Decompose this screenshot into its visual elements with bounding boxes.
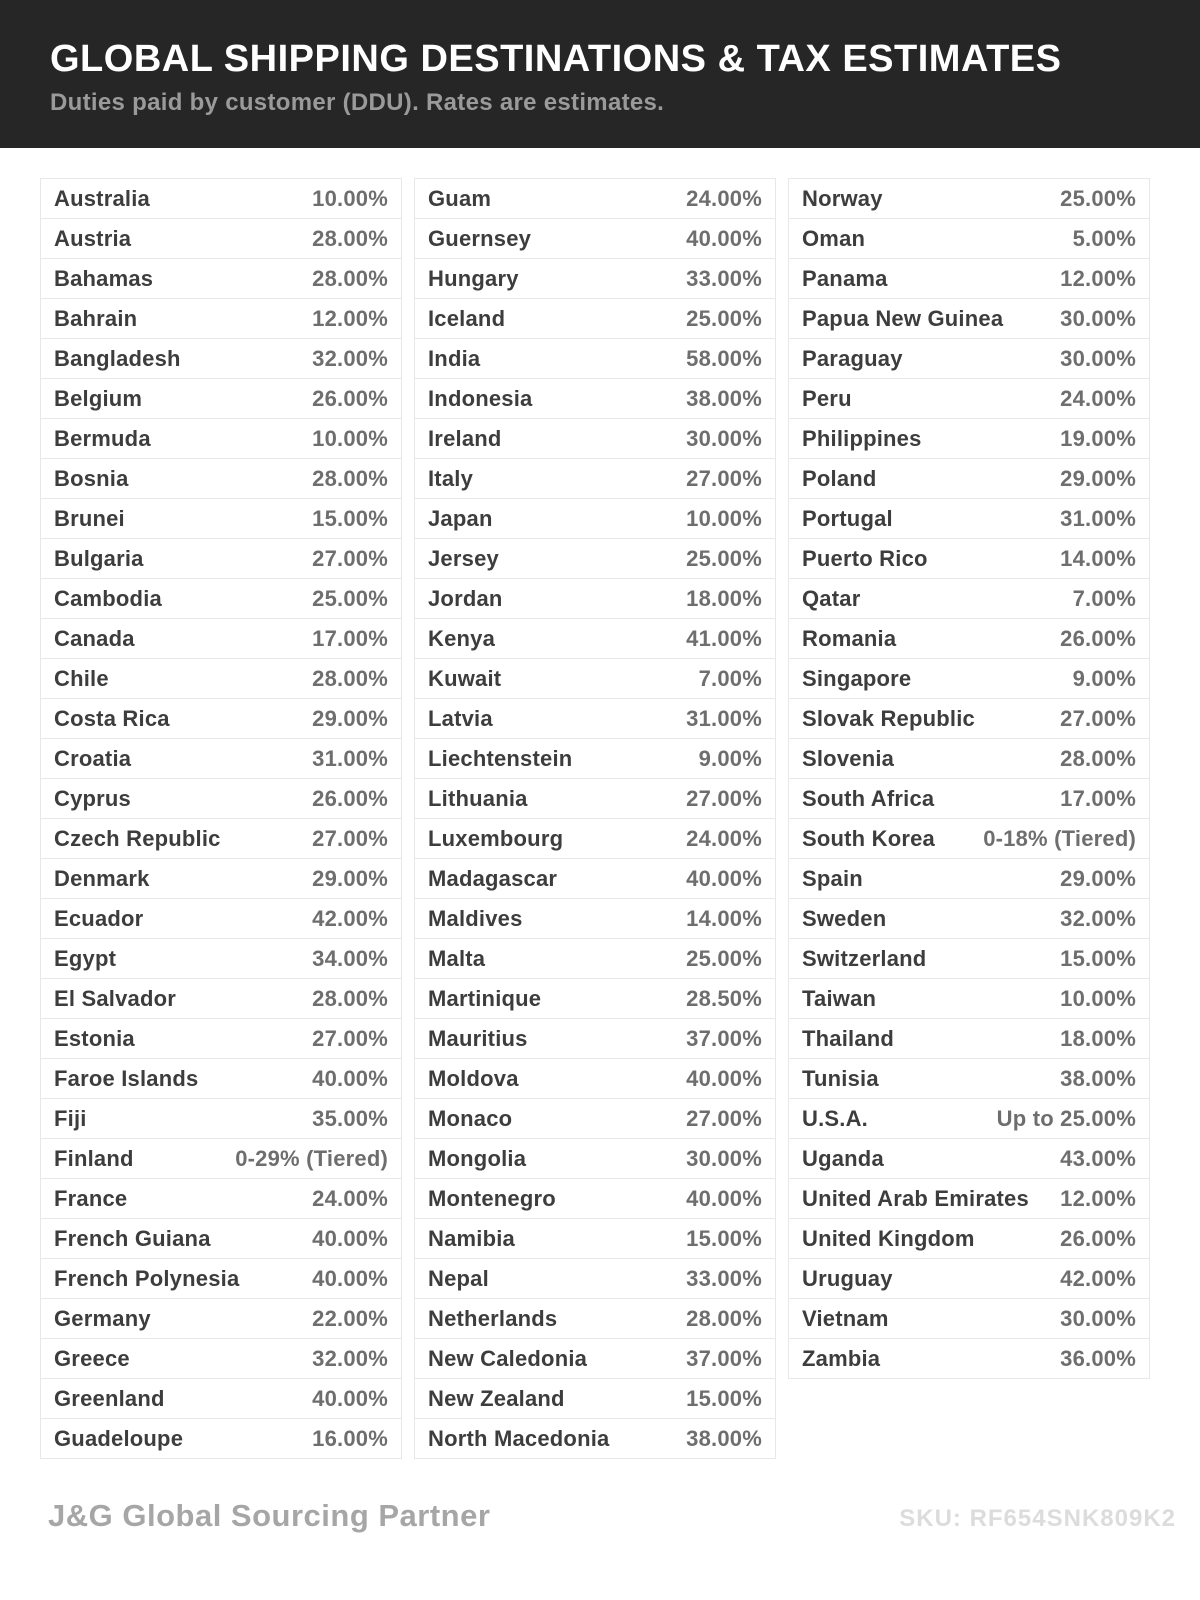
tax-rate: 37.00% (686, 1345, 762, 1371)
table-row (40, 218, 402, 259)
country-name: Taiwan (802, 985, 877, 1011)
rates-column (40, 178, 402, 1459)
country-name: Bermuda (54, 425, 151, 451)
country-name: New Zealand (428, 1385, 565, 1411)
country-name: United Arab Emirates (802, 1185, 1029, 1211)
table-row (40, 1178, 402, 1219)
country-name: Bulgaria (54, 545, 144, 571)
table-row (788, 1138, 1150, 1179)
header (0, 0, 1200, 148)
tax-rate: 15.00% (686, 1225, 762, 1251)
country-name: Austria (54, 225, 132, 251)
table-row (40, 338, 402, 379)
table-row (788, 1258, 1150, 1299)
country-name: Sweden (802, 905, 887, 931)
tax-rate: 27.00% (312, 1025, 388, 1051)
table-row (788, 858, 1150, 899)
country-name: Qatar (802, 585, 861, 611)
table-row (40, 1338, 402, 1379)
country-name: Mongolia (428, 1145, 527, 1171)
tax-rate: 36.00% (1060, 1345, 1136, 1371)
tax-rate: 30.00% (686, 1145, 762, 1171)
table-row (414, 898, 776, 939)
table-row (40, 1058, 402, 1099)
table-row (40, 578, 402, 619)
country-name: Japan (428, 505, 493, 531)
table-row (40, 1298, 402, 1339)
country-name: Tunisia (802, 1065, 879, 1091)
tax-rate: 58.00% (686, 345, 762, 371)
tax-rate: 24.00% (312, 1185, 388, 1211)
country-name: Philippines (802, 425, 922, 451)
country-name: Czech Republic (54, 825, 221, 851)
country-name: Ecuador (54, 905, 144, 931)
rates-column (788, 178, 1150, 1379)
tax-rate: 40.00% (686, 225, 762, 251)
country-name: Liechtenstein (428, 745, 573, 771)
tax-rate: 33.00% (686, 265, 762, 291)
tax-rate: 18.00% (686, 585, 762, 611)
table-row (788, 258, 1150, 299)
tax-rate: 15.00% (686, 1385, 762, 1411)
table-row (788, 818, 1150, 859)
tax-rate: 26.00% (1060, 1225, 1136, 1251)
table-row (40, 898, 402, 939)
tax-rate: 14.00% (1060, 545, 1136, 571)
country-name: Germany (54, 1305, 151, 1331)
table-row (414, 938, 776, 979)
country-name: Finland (54, 1145, 134, 1171)
country-name: Greenland (54, 1385, 165, 1411)
country-name: Guernsey (428, 225, 532, 251)
tax-rate: 42.00% (1060, 1265, 1136, 1291)
country-name: Indonesia (428, 385, 533, 411)
tax-rate: 17.00% (312, 625, 388, 651)
tax-rate: 40.00% (686, 865, 762, 891)
country-name: North Macedonia (428, 1425, 610, 1451)
tax-rate: 28.00% (686, 1305, 762, 1331)
table-row (414, 778, 776, 819)
country-name: Belgium (54, 385, 143, 411)
tax-rate: 29.00% (312, 705, 388, 731)
table-row (788, 938, 1150, 979)
tax-rate: 25.00% (686, 545, 762, 571)
tax-rate: 30.00% (1060, 305, 1136, 331)
country-name: Slovak Republic (802, 705, 975, 731)
table-row (788, 1098, 1150, 1139)
tax-rate: 28.00% (1060, 745, 1136, 771)
country-name: Nepal (428, 1265, 489, 1291)
country-name: Monaco (428, 1105, 513, 1131)
tax-rate: 31.00% (686, 705, 762, 731)
country-name: Italy (428, 465, 474, 491)
country-name: Paraguay (802, 345, 903, 371)
tax-rate: 33.00% (686, 1265, 762, 1291)
tax-rate: 27.00% (686, 465, 762, 491)
table-row (414, 298, 776, 339)
table-row (788, 978, 1150, 1019)
country-name: Chile (54, 665, 109, 691)
country-name: Slovenia (802, 745, 895, 771)
tax-rate: 12.00% (1060, 1185, 1136, 1211)
table-row (788, 378, 1150, 419)
table-row (40, 1258, 402, 1299)
tax-rate: 40.00% (312, 1385, 388, 1411)
table-row (414, 1138, 776, 1179)
table-row (40, 1018, 402, 1059)
table-row (40, 698, 402, 739)
table-row (40, 258, 402, 299)
table-row (40, 378, 402, 419)
country-name: Oman (802, 225, 866, 251)
tax-rate: 38.00% (686, 1425, 762, 1451)
tax-rate: 9.00% (698, 745, 762, 771)
table-row (40, 1378, 402, 1419)
table-row (414, 738, 776, 779)
table-row (788, 1018, 1150, 1059)
footer (48, 1498, 1176, 1534)
country-name: Luxembourg (428, 825, 564, 851)
country-name: Panama (802, 265, 888, 291)
country-name: Bahamas (54, 265, 154, 291)
table-row (414, 658, 776, 699)
country-name: Maldives (428, 905, 523, 931)
country-name: India (428, 345, 481, 371)
tax-rate: 40.00% (312, 1065, 388, 1091)
tax-rate: 26.00% (312, 385, 388, 411)
tax-rate: 38.00% (1060, 1065, 1136, 1091)
table-row (788, 458, 1150, 499)
tax-rate: 25.00% (1060, 185, 1136, 211)
tax-rate: 27.00% (686, 1105, 762, 1131)
tax-rate: 12.00% (312, 305, 388, 331)
tax-rate: 24.00% (686, 185, 762, 211)
tax-rate: 27.00% (312, 545, 388, 571)
table-row (40, 978, 402, 1019)
table-row (788, 418, 1150, 459)
tax-rate: 25.00% (686, 305, 762, 331)
tax-rate: 40.00% (312, 1265, 388, 1291)
country-name: Denmark (54, 865, 150, 891)
table-row (414, 1258, 776, 1299)
tax-rate: 32.00% (312, 345, 388, 371)
page-title: GLOBAL SHIPPING DESTINATIONS & TAX ESTIMATES (50, 38, 1062, 81)
country-name: Australia (54, 185, 150, 211)
tax-rate: 15.00% (1060, 945, 1136, 971)
country-name: Papua New Guinea (802, 305, 1004, 331)
table-row (40, 458, 402, 499)
country-name: Guam (428, 185, 492, 211)
table-row (414, 1378, 776, 1419)
tax-rate: 0-18% (Tiered) (983, 825, 1136, 851)
tax-rate: 37.00% (686, 1025, 762, 1051)
table-row (788, 498, 1150, 539)
table-row (414, 1178, 776, 1219)
table-row (414, 418, 776, 459)
page-subtitle: Duties paid by customer (DDU). Rates are estimates. (50, 88, 665, 116)
country-name: Romania (802, 625, 897, 651)
table-row (414, 1018, 776, 1059)
tax-rate: 14.00% (686, 905, 762, 931)
brand-name: J&G Global Sourcing Partner (48, 1498, 491, 1533)
table-row (414, 458, 776, 499)
table-row (788, 338, 1150, 379)
country-name: Jordan (428, 585, 503, 611)
table-row (414, 258, 776, 299)
country-name: Malta (428, 945, 486, 971)
tax-rate: 41.00% (686, 625, 762, 651)
table-row (414, 578, 776, 619)
table-row (40, 858, 402, 899)
table-row (40, 1218, 402, 1259)
tax-rate: 28.00% (312, 465, 388, 491)
tax-rate: 16.00% (312, 1425, 388, 1451)
tax-rate: 26.00% (1060, 625, 1136, 651)
table-row (414, 1418, 776, 1459)
table-row (414, 1298, 776, 1339)
table-row (788, 1338, 1150, 1379)
table-row (40, 738, 402, 779)
country-name: French Polynesia (54, 1265, 240, 1291)
tax-rate: 27.00% (1060, 705, 1136, 731)
tax-rate: 15.00% (312, 505, 388, 531)
country-name: Cyprus (54, 785, 131, 811)
tax-rate: 17.00% (1060, 785, 1136, 811)
tax-rate: 19.00% (1060, 425, 1136, 451)
tax-rate: 10.00% (1060, 985, 1136, 1011)
country-name: Norway (802, 185, 883, 211)
country-name: France (54, 1185, 128, 1211)
country-name: Kenya (428, 625, 496, 651)
table-row (788, 1178, 1150, 1219)
tax-rate: 28.00% (312, 225, 388, 251)
country-name: Greece (54, 1345, 130, 1371)
tax-rate: 24.00% (1060, 385, 1136, 411)
country-name: Estonia (54, 1025, 135, 1051)
country-name: Bahrain (54, 305, 138, 331)
country-name: Uganda (802, 1145, 884, 1171)
country-name: Ireland (428, 425, 502, 451)
country-name: South Africa (802, 785, 935, 811)
country-name: New Caledonia (428, 1345, 588, 1371)
table-row (414, 698, 776, 739)
country-name: Guadeloupe (54, 1425, 184, 1451)
table-row (40, 178, 402, 219)
tax-rate: 25.00% (312, 585, 388, 611)
table-row (414, 178, 776, 219)
tax-rate: 22.00% (312, 1305, 388, 1331)
country-name: Puerto Rico (802, 545, 928, 571)
table-row (40, 938, 402, 979)
country-name: Costa Rica (54, 705, 170, 731)
country-name: Vietnam (802, 1305, 889, 1331)
table-row (40, 298, 402, 339)
country-name: Uruguay (802, 1265, 893, 1291)
country-name: Montenegro (428, 1185, 556, 1211)
country-name: Kuwait (428, 665, 502, 691)
country-name: Fiji (54, 1105, 87, 1131)
country-name: Moldova (428, 1065, 519, 1091)
tax-rate: 32.00% (1060, 905, 1136, 931)
table-row (788, 1298, 1150, 1339)
table-row (414, 378, 776, 419)
tax-rate: 28.00% (312, 265, 388, 291)
tax-rate: 7.00% (1072, 585, 1136, 611)
tax-rate: Up to 25.00% (996, 1105, 1136, 1131)
table-row (788, 578, 1150, 619)
table-row (414, 858, 776, 899)
table-row (40, 778, 402, 819)
tax-rate: 24.00% (686, 825, 762, 851)
table-row (788, 1218, 1150, 1259)
sku-label: SKU: RF654SNK809K2 (899, 1505, 1176, 1532)
tax-rate: 27.00% (312, 825, 388, 851)
table-row (788, 218, 1150, 259)
tax-rate: 26.00% (312, 785, 388, 811)
country-name: Spain (802, 865, 863, 891)
table-row (40, 1138, 402, 1179)
country-name: Switzerland (802, 945, 927, 971)
country-name: Jersey (428, 545, 499, 571)
country-name: El Salvador (54, 985, 177, 1011)
table-row (414, 1098, 776, 1139)
table-row (414, 338, 776, 379)
table-row (414, 618, 776, 659)
country-name: Iceland (428, 305, 506, 331)
table-row (40, 618, 402, 659)
tax-rate: 10.00% (312, 185, 388, 211)
table-row (788, 538, 1150, 579)
tax-rate: 40.00% (686, 1065, 762, 1091)
country-name: Brunei (54, 505, 125, 531)
tax-rate: 30.00% (1060, 345, 1136, 371)
table-row (414, 818, 776, 859)
tax-rate: 28.00% (312, 985, 388, 1011)
country-name: Singapore (802, 665, 912, 691)
table-row (788, 618, 1150, 659)
country-name: Portugal (802, 505, 893, 531)
country-name: Mauritius (428, 1025, 528, 1051)
tax-rate: 29.00% (1060, 865, 1136, 891)
tax-rate: 18.00% (1060, 1025, 1136, 1051)
country-name: Martinique (428, 985, 542, 1011)
table-row (788, 898, 1150, 939)
tax-rate: 28.50% (686, 985, 762, 1011)
tax-rate: 31.00% (312, 745, 388, 771)
table-row (40, 538, 402, 579)
country-name: Canada (54, 625, 135, 651)
country-name: Cambodia (54, 585, 162, 611)
tax-rate: 38.00% (686, 385, 762, 411)
country-name: South Korea (802, 825, 935, 851)
tax-rate: 10.00% (312, 425, 388, 451)
tax-rate: 32.00% (312, 1345, 388, 1371)
country-name: Bosnia (54, 465, 129, 491)
country-name: Zambia (802, 1345, 881, 1371)
table-row (414, 1058, 776, 1099)
tax-rate: 10.00% (686, 505, 762, 531)
table-row (788, 178, 1150, 219)
tax-rate: 28.00% (312, 665, 388, 691)
table-row (40, 1098, 402, 1139)
tax-rate: 12.00% (1060, 265, 1136, 291)
tax-rate: 35.00% (312, 1105, 388, 1131)
tax-rate: 43.00% (1060, 1145, 1136, 1171)
table-row (40, 1418, 402, 1459)
table-row (788, 1058, 1150, 1099)
table-row (788, 298, 1150, 339)
table-row (40, 498, 402, 539)
tax-rate: 5.00% (1072, 225, 1136, 251)
table-row (414, 538, 776, 579)
tax-rate: 0-29% (Tiered) (235, 1145, 388, 1171)
country-name: Lithuania (428, 785, 528, 811)
tax-rate: 30.00% (686, 425, 762, 451)
table-row (414, 978, 776, 1019)
table-row (40, 818, 402, 859)
country-name: Poland (802, 465, 877, 491)
tax-rate: 40.00% (312, 1225, 388, 1251)
country-name: Madagascar (428, 865, 558, 891)
tax-rate: 27.00% (686, 785, 762, 811)
tax-rate: 29.00% (1060, 465, 1136, 491)
rates-column (414, 178, 776, 1459)
tax-rate: 31.00% (1060, 505, 1136, 531)
table-row (414, 1338, 776, 1379)
country-name: Faroe Islands (54, 1065, 199, 1091)
tax-rate: 25.00% (686, 945, 762, 971)
country-name: Namibia (428, 1225, 515, 1251)
country-name: Latvia (428, 705, 493, 731)
country-name: Egypt (54, 945, 117, 971)
table-row (788, 738, 1150, 779)
tax-rate: 29.00% (312, 865, 388, 891)
country-name: United Kingdom (802, 1225, 975, 1251)
tax-rate: 34.00% (312, 945, 388, 971)
table-row (788, 698, 1150, 739)
table-row (788, 778, 1150, 819)
table-row (414, 218, 776, 259)
rates-grid (0, 148, 1200, 1459)
table-row (414, 498, 776, 539)
country-name: Peru (802, 385, 852, 411)
table-row (40, 418, 402, 459)
table-row (788, 658, 1150, 699)
country-name: U.S.A. (802, 1105, 868, 1131)
country-name: Netherlands (428, 1305, 558, 1331)
tax-rate: 40.00% (686, 1185, 762, 1211)
country-name: Thailand (802, 1025, 895, 1051)
country-name: French Guiana (54, 1225, 211, 1251)
tax-rate: 42.00% (312, 905, 388, 931)
country-name: Hungary (428, 265, 519, 291)
tax-rate: 30.00% (1060, 1305, 1136, 1331)
table-row (414, 1218, 776, 1259)
country-name: Croatia (54, 745, 132, 771)
country-name: Bangladesh (54, 345, 181, 371)
tax-rate: 9.00% (1072, 665, 1136, 691)
table-row (40, 658, 402, 699)
tax-rate: 7.00% (698, 665, 762, 691)
